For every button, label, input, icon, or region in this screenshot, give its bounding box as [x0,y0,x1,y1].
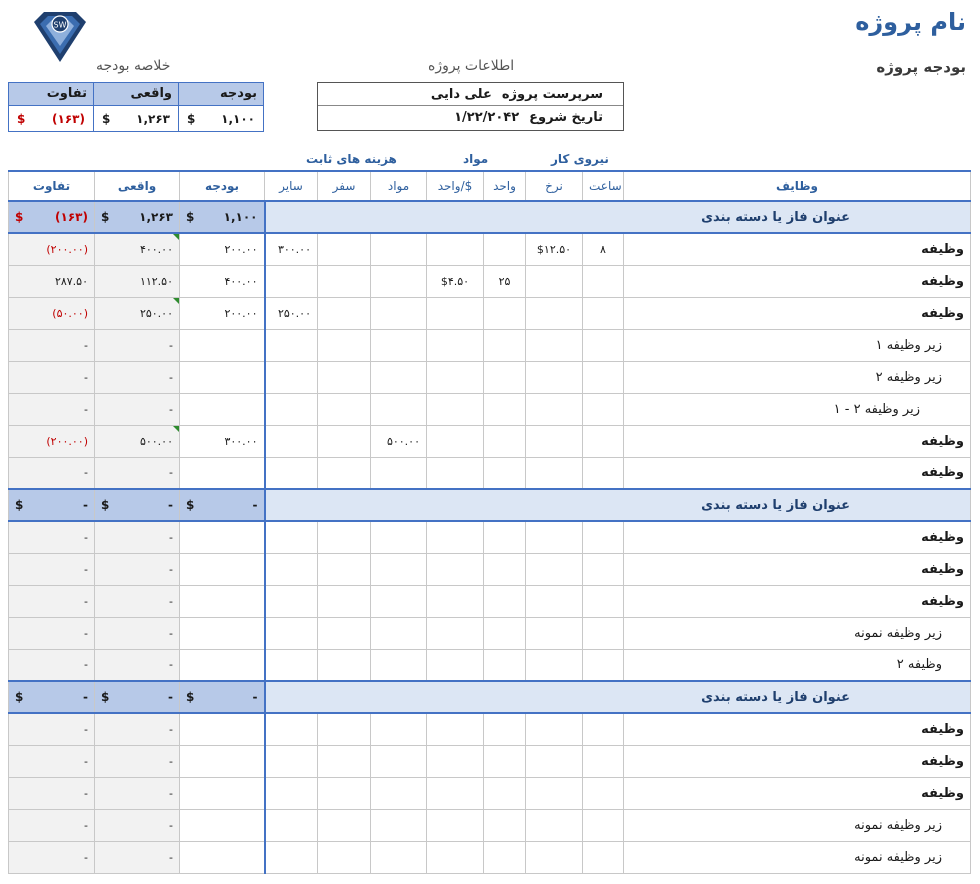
task-units-cell[interactable] [484,617,526,649]
summary-budget-value: ۱,۱۰۰ [221,111,255,126]
task-name-cell[interactable]: وظیفه [624,457,971,489]
task-diff-cell[interactable]: (۲۰۰.۰۰) [9,425,95,457]
task-row [9,457,971,489]
task-mat-cell[interactable] [371,233,427,265]
task-hours-cell[interactable] [583,425,624,457]
task-name-cell[interactable]: زیر وظیفه نمونه [624,841,971,873]
budget-summary [8,82,264,132]
task-hours-cell[interactable] [583,361,624,393]
page-title: نام پروژه [855,8,966,36]
task-units-cell[interactable] [484,425,526,457]
phase-row [9,201,971,233]
task-hours-cell[interactable] [583,553,624,585]
task-rate-cell[interactable] [526,617,583,649]
task-mat-cell[interactable] [371,713,427,745]
task-other-cell[interactable] [265,777,318,809]
task-name-cell[interactable]: وظیفه [624,297,971,329]
task-mat-cell[interactable] [371,329,427,361]
task-diff-cell[interactable]: - [9,617,95,649]
task-name-cell[interactable]: وظیفه [624,521,971,553]
task-mat-cell[interactable] [371,521,427,553]
phase-diff-value: - [83,690,88,704]
task-hours-cell[interactable] [583,585,624,617]
currency-symbol: $ [101,690,110,704]
task-rate-cell[interactable] [526,265,583,297]
task-diff-cell[interactable]: - [9,649,95,681]
page-subtitle: بودجه پروژه [876,58,966,76]
phase-budget-value: ۱,۱۰۰ [223,210,258,224]
task-name-cell[interactable]: زیر وظیفه ۲ - ۱ [624,393,971,425]
labor-group-label: نیروی کار [551,152,609,166]
task-other-cell[interactable] [265,713,318,745]
task-rate-cell[interactable] [526,649,583,681]
col-hours: ساعت [583,171,624,201]
fixed-costs-group-label: هزینه های ثابت [306,152,397,166]
task-rate-cell[interactable]: $۱۲.۵۰ [526,233,583,265]
col-tasks: وظایف [624,171,971,201]
task-diff-cell[interactable]: - [9,713,95,745]
task-name-cell[interactable]: زیر وظیفه ۱ [624,329,971,361]
task-other-cell[interactable] [265,745,318,777]
task-mat-cell[interactable] [371,553,427,585]
task-travel-cell[interactable] [318,521,371,553]
col-diff: تفاوت [9,171,95,201]
task-other-cell[interactable] [265,361,318,393]
task-actual-cell[interactable]: ۱۱۲.۵۰ [95,265,180,297]
phase-row [9,489,971,521]
phase-title[interactable]: عنوان فاز یا دسته بندی [265,489,971,521]
task-budget-cell[interactable] [180,777,265,809]
task-per-unit-cell[interactable] [427,393,484,425]
task-actual-cell[interactable]: - [95,841,180,873]
summary-actual-value: ۱,۲۶۳ [136,111,170,126]
task-other-cell[interactable] [265,425,318,457]
currency-symbol: $ [15,690,24,704]
task-other-cell[interactable] [265,521,318,553]
task-per-unit-cell[interactable] [427,713,484,745]
currency-symbol: $ [186,690,195,704]
phase-budget-value: - [252,690,258,704]
phase-row [9,681,971,713]
summary-diff-header: تفاوت [9,83,93,105]
task-actual-cell[interactable]: - [95,617,180,649]
task-per-unit-cell[interactable] [427,617,484,649]
task-diff-cell[interactable]: ۲۸۷.۵۰ [9,265,95,297]
task-diff-cell[interactable]: - [9,553,95,585]
task-units-cell[interactable] [484,329,526,361]
task-per-unit-cell[interactable] [427,329,484,361]
task-budget-cell[interactable] [180,841,265,873]
start-date-value[interactable]: ۱/۲۲/۲۰۴۲ [454,110,520,125]
task-other-cell[interactable] [265,265,318,297]
phase-actual-cell[interactable] [95,489,180,521]
task-name-cell[interactable]: زیر وظیفه نمونه [624,809,971,841]
task-other-cell[interactable]: ۳۰۰.۰۰ [265,233,318,265]
phase-diff-cell[interactable] [9,201,95,233]
task-row [9,713,971,745]
currency-symbol: $ [186,210,195,224]
task-hours-cell[interactable] [583,265,624,297]
task-budget-cell[interactable]: ۴۰۰.۰۰ [180,265,265,297]
phase-actual-value: - [168,498,173,512]
task-other-cell[interactable]: ۲۵۰.۰۰ [265,297,318,329]
currency-symbol: $ [101,498,110,512]
task-per-unit-cell[interactable] [427,553,484,585]
materials-group-label: مواد [463,152,489,166]
summary-actual-header: واقعی [93,83,178,105]
phase-actual-value: ۱,۲۶۳ [139,210,173,224]
col-rate: نرخ [526,171,583,201]
task-name-cell[interactable]: وظیفه [624,777,971,809]
task-mat-cell[interactable] [371,617,427,649]
task-other-cell[interactable] [265,841,318,873]
task-units-cell[interactable] [484,233,526,265]
task-other-cell[interactable] [265,457,318,489]
phase-diff-cell[interactable] [9,681,95,713]
task-name-cell[interactable]: وظیفه ۲ [624,649,971,681]
task-row [9,777,971,809]
task-units-cell[interactable] [484,585,526,617]
task-budget-cell[interactable] [180,521,265,553]
col-budget: بودجه [180,171,265,201]
task-units-cell[interactable] [484,841,526,873]
task-actual-cell[interactable]: - [95,777,180,809]
task-hours-cell[interactable] [583,809,624,841]
phase-actual-value: - [168,690,173,704]
task-diff-cell[interactable]: - [9,393,95,425]
task-rate-cell[interactable] [526,809,583,841]
phase-budget-value: - [252,498,258,512]
task-row [9,361,971,393]
task-travel-cell[interactable] [318,809,371,841]
task-budget-cell[interactable]: ۳۰۰.۰۰ [180,425,265,457]
start-date-label: تاریخ شروع [529,110,603,125]
col-per-unit: واحد/$ [427,171,484,201]
task-budget-cell[interactable] [180,553,265,585]
task-travel-cell[interactable] [318,393,371,425]
task-travel-cell[interactable] [318,233,371,265]
task-hours-cell[interactable] [583,841,624,873]
task-diff-cell[interactable]: - [9,777,95,809]
task-mat-cell[interactable] [371,457,427,489]
phase-diff-cell[interactable] [9,489,95,521]
task-units-cell[interactable] [484,713,526,745]
task-other-cell[interactable] [265,393,318,425]
col-units: واحد [484,171,526,201]
task-budget-cell[interactable] [180,585,265,617]
task-rate-cell[interactable] [526,457,583,489]
col-materials: مواد [371,171,427,201]
phase-budget-cell[interactable] [180,201,265,233]
task-row [9,265,971,297]
task-diff-cell[interactable]: - [9,457,95,489]
task-mat-cell[interactable] [371,361,427,393]
task-travel-cell[interactable] [318,617,371,649]
phase-title[interactable]: عنوان فاز یا دسته بندی [265,201,971,233]
task-actual-cell[interactable]: ۲۵۰.۰۰ [95,297,180,329]
task-budget-cell[interactable] [180,457,265,489]
task-mat-cell[interactable] [371,265,427,297]
currency-symbol: $ [186,498,195,512]
task-mat-cell[interactable] [371,841,427,873]
task-diff-cell[interactable]: - [9,745,95,777]
task-hours-cell[interactable] [583,457,624,489]
task-row [9,233,971,265]
currency-symbol: $ [15,498,24,512]
diamond-logo-icon [30,8,90,66]
task-other-cell[interactable] [265,809,318,841]
task-other-cell[interactable] [265,617,318,649]
task-budget-cell[interactable] [180,393,265,425]
task-units-cell[interactable] [484,457,526,489]
phase-budget-cell[interactable] [180,489,265,521]
task-hours-cell[interactable] [583,777,624,809]
task-mat-cell[interactable] [371,297,427,329]
task-row [9,745,971,777]
phase-diff-value: (۱۶۳) [55,210,88,224]
task-travel-cell[interactable] [318,361,371,393]
task-units-cell[interactable] [484,777,526,809]
task-travel-cell[interactable] [318,713,371,745]
task-actual-cell[interactable]: - [95,585,180,617]
task-diff-cell[interactable]: (۲۰۰.۰۰) [9,233,95,265]
task-hours-cell[interactable] [583,297,624,329]
task-rate-cell[interactable] [526,777,583,809]
task-actual-cell[interactable]: - [95,521,180,553]
task-travel-cell[interactable] [318,297,371,329]
summary-budget-header: بودجه [178,83,263,105]
task-mat-cell[interactable] [371,809,427,841]
task-row [9,297,971,329]
budget-summary-label: خلاصه بودجه [96,58,171,74]
task-actual-cell[interactable]: - [95,713,180,745]
task-per-unit-cell[interactable]: $۴.۵۰ [427,265,484,297]
task-row [9,841,971,873]
task-actual-cell[interactable]: - [95,553,180,585]
task-actual-cell[interactable]: - [95,329,180,361]
task-units-cell[interactable] [484,361,526,393]
task-budget-cell[interactable] [180,713,265,745]
task-hours-cell[interactable] [583,745,624,777]
summary-diff-value: (۱۶۳) [52,111,85,126]
task-other-cell[interactable] [265,553,318,585]
task-units-cell[interactable] [484,553,526,585]
task-rate-cell[interactable] [526,361,583,393]
manager-value[interactable]: علی دایی [430,86,492,102]
task-rate-cell[interactable] [526,393,583,425]
task-name-cell[interactable]: وظیفه [624,425,971,457]
task-row [9,553,971,585]
task-diff-cell[interactable]: (۵۰.۰۰) [9,297,95,329]
task-hours-cell[interactable] [583,393,624,425]
task-mat-cell[interactable] [371,745,427,777]
task-budget-cell[interactable]: ۲۰۰.۰۰ [180,297,265,329]
task-budget-cell[interactable] [180,745,265,777]
task-name-cell[interactable]: وظیفه [624,713,971,745]
task-other-cell[interactable] [265,649,318,681]
task-mat-cell[interactable] [371,393,427,425]
task-per-unit-cell[interactable] [427,841,484,873]
col-travel: سفر [318,171,371,201]
task-travel-cell[interactable] [318,585,371,617]
task-per-unit-cell[interactable] [427,777,484,809]
task-name-cell[interactable]: وظیفه [624,553,971,585]
task-actual-cell[interactable]: - [95,393,180,425]
project-info-label: اطلاعات پروژه [428,58,515,74]
task-diff-cell[interactable]: - [9,329,95,361]
task-other-cell[interactable] [265,585,318,617]
task-row [9,521,971,553]
task-row [9,809,971,841]
task-diff-cell[interactable]: - [9,841,95,873]
task-units-cell[interactable] [484,521,526,553]
task-hours-cell[interactable] [583,329,624,361]
task-diff-cell[interactable]: - [9,521,95,553]
task-row [9,585,971,617]
task-mat-cell[interactable]: ۵۰۰.۰۰ [371,425,427,457]
task-units-cell[interactable] [484,393,526,425]
task-name-cell[interactable]: وظیفه [624,585,971,617]
currency-symbol: $ [15,210,24,224]
task-per-unit-cell[interactable] [427,361,484,393]
task-units-cell[interactable]: ۲۵ [484,265,526,297]
project-info-box [317,82,624,131]
task-rate-cell[interactable] [526,745,583,777]
summary-actual-cell[interactable]: $ ۱,۲۶۳ [93,105,178,131]
task-per-unit-cell[interactable] [427,649,484,681]
task-budget-cell[interactable] [180,809,265,841]
task-rate-cell[interactable] [526,841,583,873]
task-actual-cell[interactable]: - [95,649,180,681]
phase-diff-value: - [83,498,88,512]
task-travel-cell[interactable] [318,329,371,361]
task-travel-cell[interactable] [318,553,371,585]
task-row [9,649,971,681]
task-rate-cell[interactable] [526,297,583,329]
task-units-cell[interactable] [484,745,526,777]
task-rate-cell[interactable] [526,329,583,361]
task-travel-cell[interactable] [318,265,371,297]
budget-table [8,170,971,874]
task-rate-cell[interactable] [526,521,583,553]
task-units-cell[interactable] [484,649,526,681]
task-actual-cell[interactable]: ۵۰۰.۰۰ [95,425,180,457]
task-rate-cell[interactable] [526,553,583,585]
task-per-unit-cell[interactable] [427,521,484,553]
task-budget-cell[interactable] [180,649,265,681]
task-hours-cell[interactable] [583,521,624,553]
summary-diff-cell[interactable]: $ (۱۶۳) [9,105,93,131]
task-diff-cell[interactable]: - [9,585,95,617]
task-name-cell[interactable]: زیر وظیفه نمونه [624,617,971,649]
task-mat-cell[interactable] [371,777,427,809]
task-travel-cell[interactable] [318,457,371,489]
task-name-cell[interactable]: وظیفه [624,233,971,265]
task-diff-cell[interactable]: - [9,361,95,393]
col-actual: واقعی [95,171,180,201]
task-actual-cell[interactable]: - [95,809,180,841]
task-budget-cell[interactable] [180,361,265,393]
col-other: سایر [265,171,318,201]
task-travel-cell[interactable] [318,841,371,873]
task-budget-cell[interactable] [180,329,265,361]
task-hours-cell[interactable]: ۸ [583,233,624,265]
task-actual-cell[interactable]: - [95,457,180,489]
task-hours-cell[interactable] [583,649,624,681]
task-mat-cell[interactable] [371,585,427,617]
column-header-row [9,171,971,201]
summary-budget-cell[interactable]: $ ۱,۱۰۰ [178,105,263,131]
task-travel-cell[interactable] [318,777,371,809]
task-travel-cell[interactable] [318,745,371,777]
task-travel-cell[interactable] [318,649,371,681]
task-actual-cell[interactable]: - [95,745,180,777]
phase-title[interactable]: عنوان فاز یا دسته بندی [265,681,971,713]
task-per-unit-cell[interactable] [427,457,484,489]
phase-budget-cell[interactable] [180,681,265,713]
phase-actual-cell[interactable] [95,681,180,713]
task-budget-cell[interactable] [180,617,265,649]
task-per-unit-cell[interactable] [427,297,484,329]
logo-text: SW [53,20,67,30]
task-hours-cell[interactable] [583,713,624,745]
task-other-cell[interactable] [265,329,318,361]
task-travel-cell[interactable] [318,425,371,457]
manager-label: سرپرست پروژه [501,86,603,102]
task-name-cell[interactable]: زیر وظیفه ۲ [624,361,971,393]
task-rate-cell[interactable] [526,425,583,457]
task-per-unit-cell[interactable] [427,425,484,457]
task-name-cell[interactable]: وظیفه [624,745,971,777]
currency-symbol: $ [101,210,110,224]
task-per-unit-cell[interactable] [427,809,484,841]
task-units-cell[interactable] [484,297,526,329]
task-row [9,329,971,361]
task-name-cell[interactable]: وظیفه [624,265,971,297]
task-per-unit-cell[interactable] [427,233,484,265]
task-actual-cell[interactable]: - [95,361,180,393]
task-budget-cell[interactable]: ۲۰۰.۰۰ [180,233,265,265]
task-row [9,393,971,425]
task-row [9,617,971,649]
task-rate-cell[interactable] [526,713,583,745]
task-row [9,425,971,457]
task-actual-cell[interactable]: ۴۰۰.۰۰ [95,233,180,265]
task-hours-cell[interactable] [583,617,624,649]
task-per-unit-cell[interactable] [427,745,484,777]
task-diff-cell[interactable]: - [9,809,95,841]
task-mat-cell[interactable] [371,649,427,681]
phase-actual-cell[interactable] [95,201,180,233]
task-units-cell[interactable] [484,809,526,841]
task-per-unit-cell[interactable] [427,585,484,617]
task-rate-cell[interactable] [526,585,583,617]
